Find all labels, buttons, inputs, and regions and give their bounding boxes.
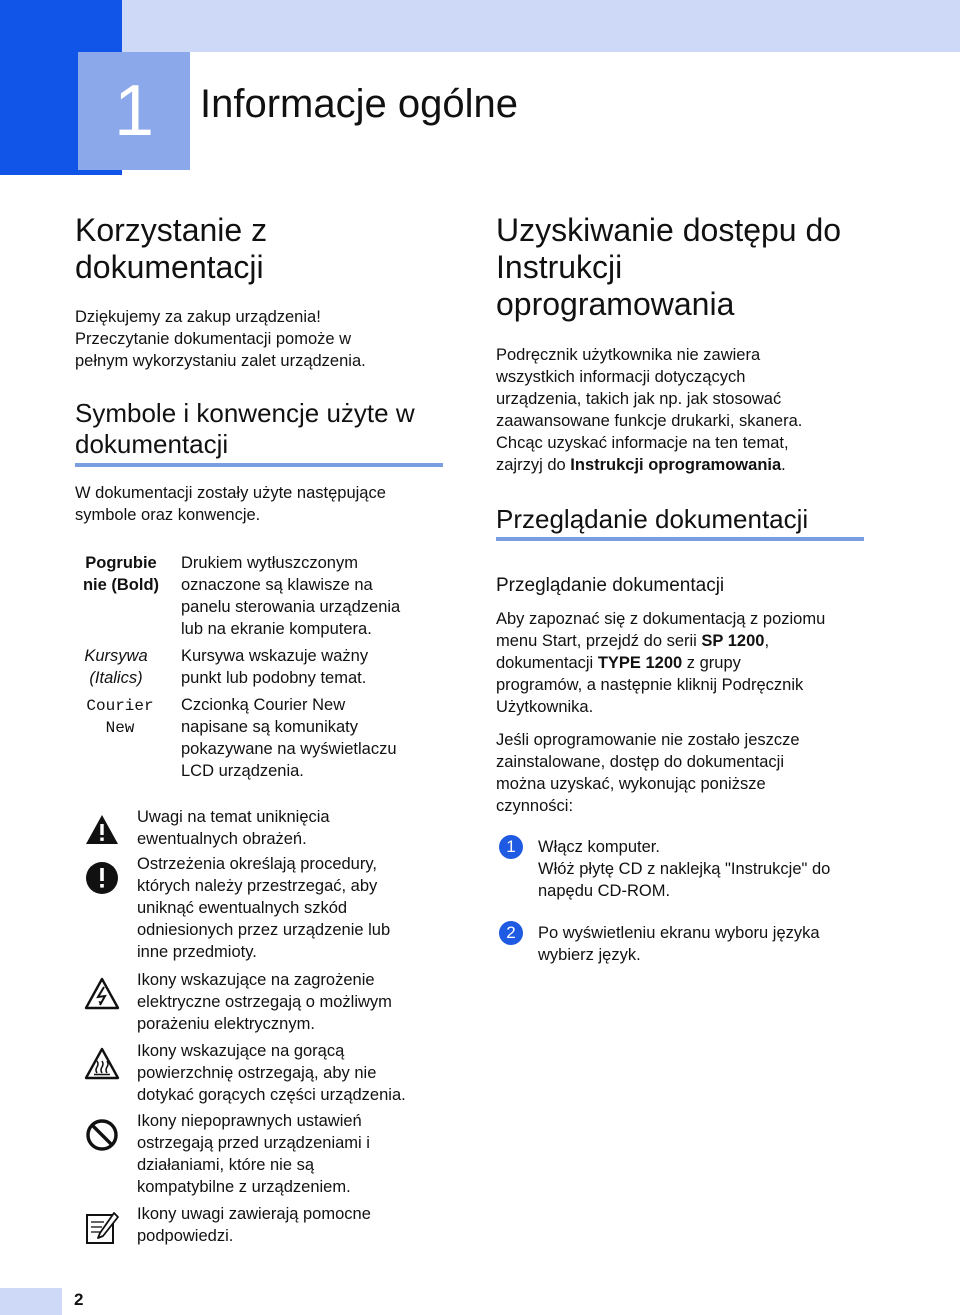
hot-surface-icon [84, 1046, 120, 1082]
heading-symbols: Symbole i konwencje użyte w dokumentacji [75, 398, 415, 459]
symbols-intro: W dokumentacji zostały użyte następujące symbole oraz konwencje. [75, 484, 386, 524]
heading-using-documentation: Korzystanie z dokumentacji [75, 212, 268, 285]
heading-access-software-guide: Uzyskiwanie dostępu do Instrukcji oprogramowania [496, 212, 842, 322]
chapter-number: 1 [78, 52, 190, 170]
convention-desc-courier: Czcionką Courier New napisane są komunikaty pokazywane na wyświetlaczu LCD urządzenia. [181, 696, 397, 780]
step-1-text: Włącz komputer. Włóż płytę CD z naklejką "Instrukcje" do napędu CD-ROM. [538, 838, 831, 900]
browse-paragraph: Aby zapoznać się z dokumentacją z poziomu menu Start, przejdź do serii SP 1200, dokumentacji TYPE 1200 z grupy programów, a następnie kliknij Podręcznik Użytkownika. [496, 610, 826, 716]
step-2-text: Po wyświetleniu ekranu wyboru języka wybierz język. [538, 924, 820, 964]
heading-browse-documentation: Przeglądanie dokumentacji [496, 504, 809, 534]
warning-text: Uwagi na temat uniknięcia ewentualnych obrażeń. [137, 808, 330, 848]
access-paragraph: Podręcznik użytkownika nie zawiera wszystkich informacji dotyczących urządzenia, takich jak np. jak stosować zaawansowane funkcje drukarki, skanera. Chcąc uzyskać informacje na ten temat, zajrzyj do Instrukcji oprogramowania. [496, 346, 803, 474]
convention-term-courier: Courier New [86, 697, 154, 737]
prohibited-icon [84, 1117, 120, 1153]
step-number-2: 2 [499, 921, 523, 945]
software-guide-link-text: Instrukcji oprogramowania [570, 456, 782, 474]
warning-icon [84, 812, 120, 848]
caution-text: Ostrzeżenia określają procedury, których należy przestrzegać, aby uniknąć ewentualnych szkód odniesionych przez urządzenie lub inne przedmioty. [137, 855, 391, 961]
intro-paragraph: Dziękujemy za zakup urządzenia! Przeczytanie dokumentacji pomoże w pełnym wykorzystaniu zalet urządzenia. [75, 308, 366, 370]
footer-band [0, 1288, 62, 1315]
step-number-1: 1 [499, 835, 523, 859]
electrical-hazard-icon [84, 976, 120, 1012]
subheading-browse-documentation: Przeglądanie dokumentacji [496, 575, 725, 596]
convention-term-bold: Pogrubie nie (Bold) [82, 554, 160, 594]
convention-desc-bold: Drukiem wytłuszczonym oznaczone są klawisze na panelu sterowania urządzenia lub na ekranie komputera. [181, 554, 401, 638]
install-paragraph: Jeśli oprogramowanie nie zostało jeszcze zainstalowane, dostęp do dokumentacji można uzyskać, wykonując poniższe czynności: [496, 731, 800, 815]
note-icon [84, 1210, 120, 1246]
prohibited-text: Ikony niepoprawnych ustawień ostrzegają przed urządzeniami i działaniami, które nie są kompatybilne z urządzeniem. [137, 1112, 370, 1196]
heading-rule [75, 463, 443, 467]
caution-icon [84, 860, 120, 896]
convention-term-italic: Kursywa (Italics) [84, 647, 148, 687]
header-band [0, 0, 960, 52]
page-number: 2 [74, 1290, 84, 1309]
chapter-title: Informacje ogólne [200, 82, 518, 126]
electrical-hazard-text: Ikony wskazujące na zagrożenie elektryczne ostrzegają o możliwym porażeniu elektrycznym. [137, 971, 392, 1033]
heading-rule-right [496, 537, 864, 541]
note-text: Ikony uwagi zawierają pomocne podpowiedzi. [137, 1205, 371, 1245]
hot-surface-text: Ikony wskazujące na gorącą powierzchnię ostrzegają, aby nie dotykać gorących części urządzenia. [137, 1042, 406, 1104]
convention-desc-italic: Kursywa wskazuje ważny punkt lub podobny temat. [181, 647, 369, 687]
